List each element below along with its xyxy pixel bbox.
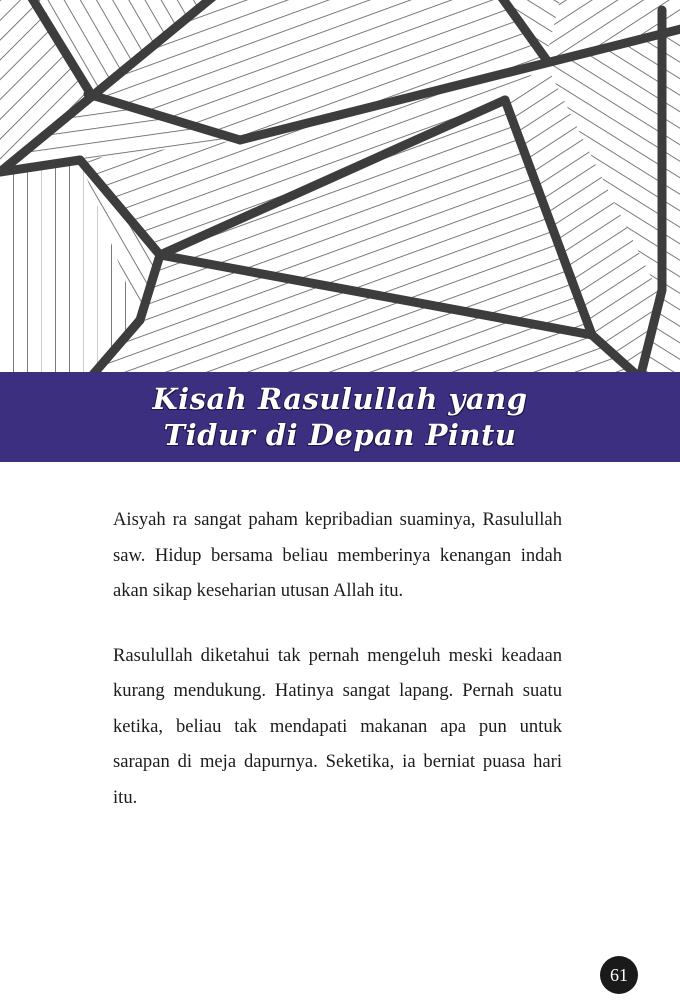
paragraph-2: Rasulullah diketahui tak pernah mengeluh meski keadaan kurang mendukung. Hatinya sangat lapang. Pernah suatu ketika, beliau tak mendapati makanan apa pun untuk sarapan di meja dapurnya. Seketika, ia berniat puasa hari itu. bbox=[113, 644, 562, 808]
paragraph-1: Aisyah ra sangat paham kepribadian suaminya, Rasulullah saw. Hidup bersama beliau memberinya kenangan indah akan sikap keseharian utusan Allah itu. bbox=[113, 509, 562, 601]
body-text bbox=[113, 502, 562, 844]
chapter-title-line-1: Kisah Rasulullah yang bbox=[152, 382, 528, 416]
header-geometric-art bbox=[0, 0, 680, 372]
page-number-badge: 61 bbox=[600, 956, 638, 994]
chapter-title-band bbox=[0, 372, 680, 462]
chapter-title-line-2: Tidur di Depan Pintu bbox=[163, 418, 517, 452]
geometric-pattern-icon bbox=[0, 0, 680, 372]
